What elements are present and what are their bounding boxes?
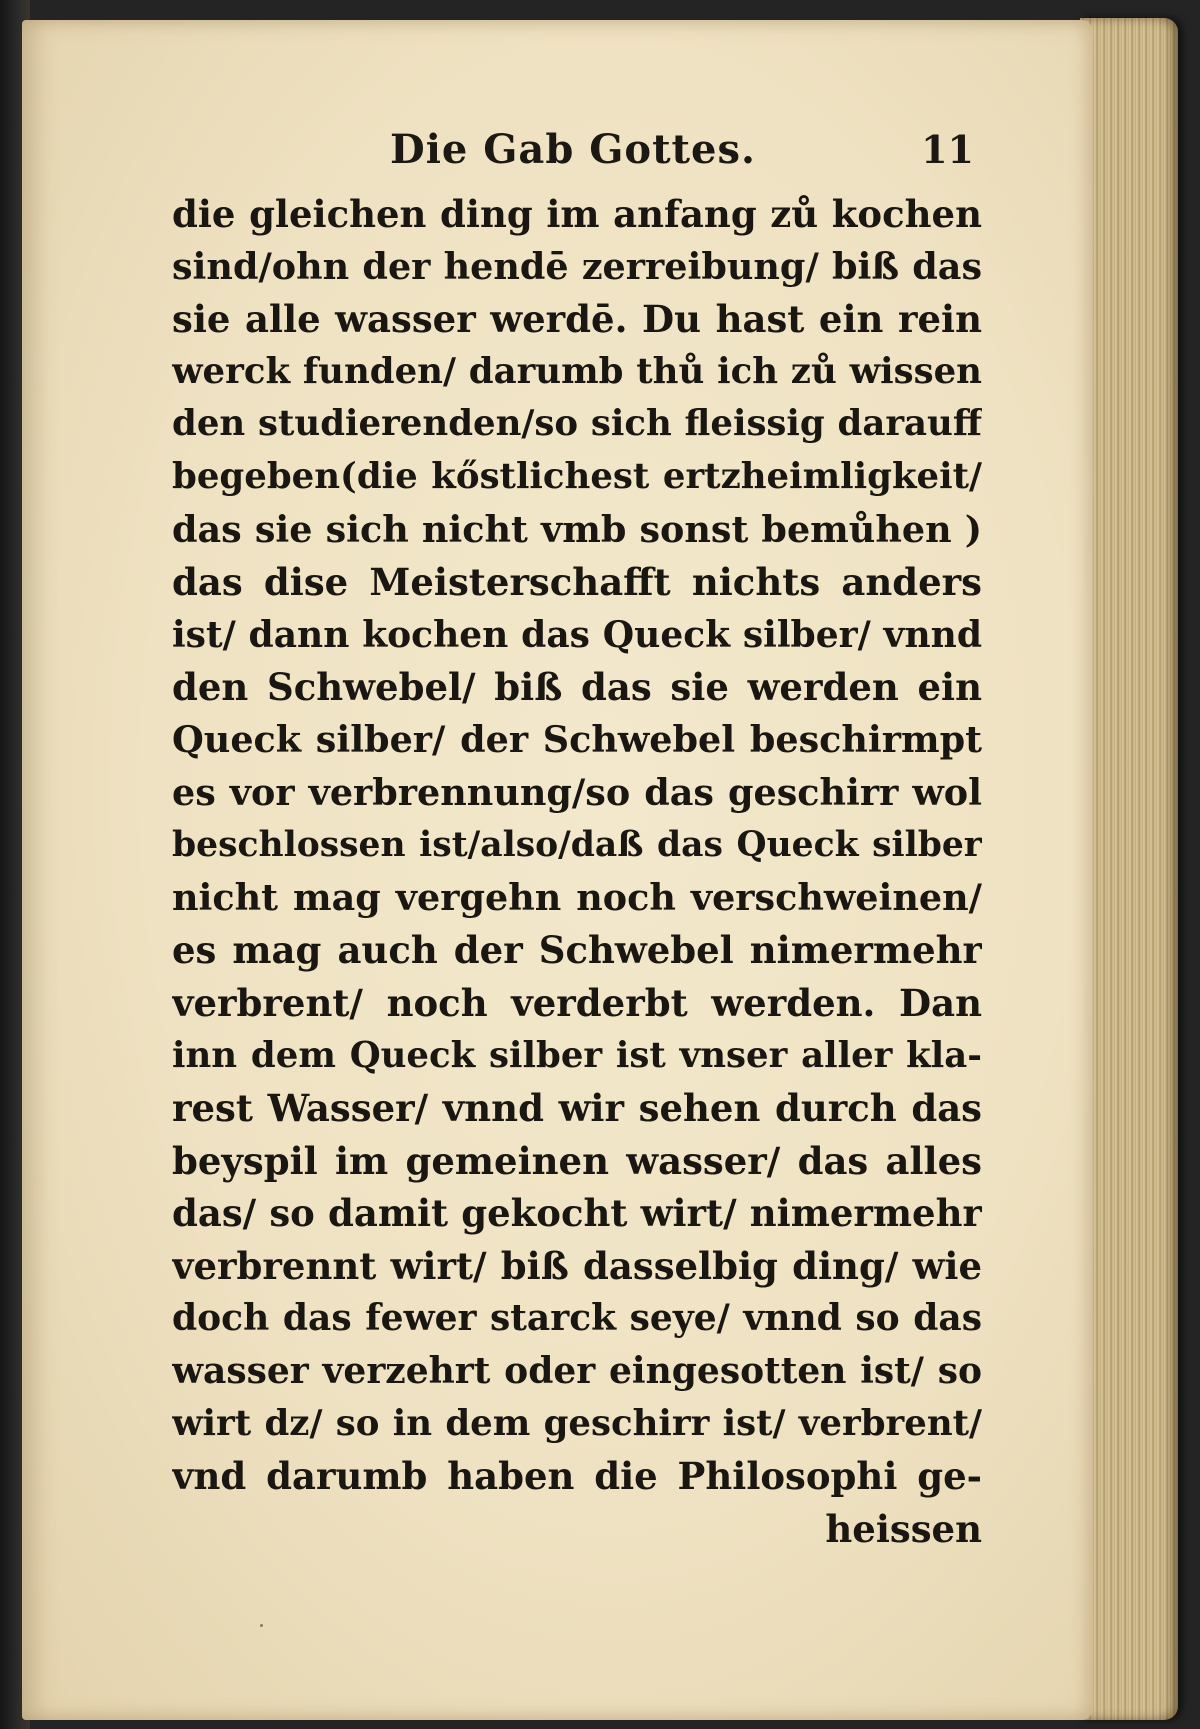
paper-speck xyxy=(260,1624,263,1627)
text-line: werck funden/ darumb thů ich zů wissen xyxy=(172,350,982,392)
text-line: das dise Meisterschafft nichts anders xyxy=(172,560,982,605)
text-line: nicht mag vergehn noch verschweinen/ xyxy=(172,875,982,919)
text-line: Queck silber/ der Schwebel beschirmpt xyxy=(172,717,982,761)
book-page xyxy=(22,20,1092,1720)
text-line: inn dem Queck silber ist vnser aller kla- xyxy=(172,1034,982,1076)
text-line: es mag auch der Schwebel nimermehr xyxy=(172,928,982,973)
page-fore-edge xyxy=(1080,18,1178,1720)
text-line: den studierenden/so sich fleissig darauff xyxy=(172,403,982,445)
text-line: begeben(die kőstlichest ertzheimligkeit/ xyxy=(172,455,982,497)
text-line: vnd darumb haben die Philosophi ge- xyxy=(172,1454,982,1499)
text-line: wasser verzehrt oder eingesotten ist/ so xyxy=(172,1350,982,1393)
body-text xyxy=(172,188,982,1555)
text-line: wirt dz/ so in dem geschirr ist/ verbrent/ xyxy=(172,1402,982,1444)
text-line: beschlossen ist/also/daß das Queck silber xyxy=(172,825,982,866)
text-line: verbrennt wirt/ biß dasselbig ding/ wie xyxy=(172,1243,982,1288)
text-line: die gleichen ding im anfang zů kochen xyxy=(172,192,982,236)
text-line: das sie sich nicht vmb sonst bemůhen ) xyxy=(172,507,982,551)
text-line: ist/ dann kochen das Queck silber/ vnnd xyxy=(172,613,982,656)
text-line: sie alle wasser werdē. Du hast ein rein xyxy=(172,297,982,342)
catchword: heissen xyxy=(825,1506,982,1551)
page-number: 11 xyxy=(921,127,974,172)
text-line: es vor verbrennung/so das geschirr wol xyxy=(172,770,982,814)
text-line: verbrent/ noch verderbt werden. Dan xyxy=(172,980,982,1025)
text-line: sind/ohn der hendē zerreibung/ biß das xyxy=(172,244,982,288)
running-head xyxy=(172,122,982,182)
text-line: rest Wasser/ vnnd wir sehen durch das xyxy=(172,1086,982,1131)
text-line: das/ so damit gekocht wirt/ nimermehr xyxy=(172,1191,982,1236)
text-line: den Schwebel/ biß das sie werden ein xyxy=(172,665,982,710)
running-head-title: Die Gab Gottes. xyxy=(390,126,756,173)
text-line: doch das fewer starck seye/ vnnd so das xyxy=(172,1297,982,1340)
text-line: beyspil im gemeinen wasser/ das alles xyxy=(172,1138,982,1183)
